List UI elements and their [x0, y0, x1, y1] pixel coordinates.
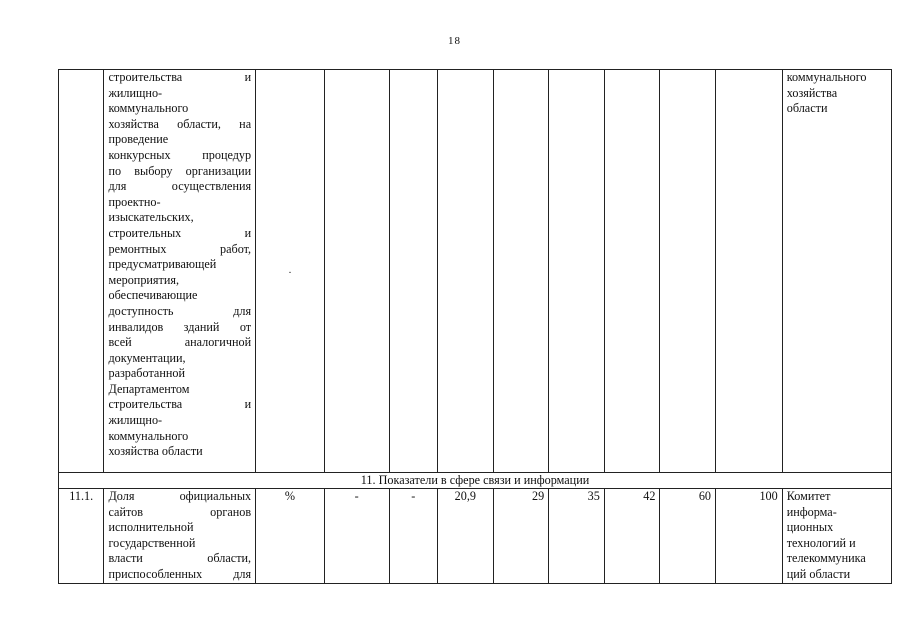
text-line: государственной: [108, 535, 196, 550]
section-header-row: [59, 473, 892, 489]
text-line: всей аналогичной: [108, 335, 252, 350]
cell-description: [104, 489, 256, 584]
text-line: Доля официальных: [108, 489, 252, 503]
cell-value-8: [716, 70, 783, 473]
text-line: коммунального: [108, 428, 189, 443]
text-line: строительства и: [108, 397, 252, 412]
responsible-text: [787, 489, 887, 583]
cell-value-6: [604, 70, 660, 473]
text-line: инвалидов зданий от: [108, 319, 252, 334]
text-line: области: [786, 101, 828, 116]
text-line: ционных: [786, 520, 834, 535]
cell-unit: [256, 70, 325, 473]
text-line: строительных и: [108, 225, 252, 240]
cell-responsible: [782, 489, 891, 584]
unit-mark: .: [288, 265, 292, 276]
responsible-text: [787, 70, 887, 117]
text-line: строительства и: [108, 70, 252, 84]
text-line: конкурсных процедур: [108, 147, 252, 162]
text-line: хозяйства: [786, 85, 838, 100]
section-header: 11. Показатели в сфере связи и информации: [59, 473, 892, 489]
cell-value-4: [493, 70, 549, 473]
cell-value-1: [324, 70, 389, 473]
description-text: [108, 70, 251, 460]
cell-value-3: [438, 70, 494, 473]
text-line: доступность для: [108, 303, 252, 318]
description-text: [108, 489, 251, 583]
text-line: хозяйства области: [108, 444, 203, 459]
cell-value-7: [660, 70, 716, 473]
text-line: сайтов органов: [108, 504, 252, 519]
unit: %: [256, 489, 325, 584]
row-number: 11.1.: [59, 489, 104, 584]
text-line: информа-: [786, 504, 837, 519]
text-line: Комитет: [786, 489, 831, 503]
text-line: ремонтных работ,: [108, 241, 252, 256]
table-row-11-1: [59, 489, 892, 584]
value-1: -: [324, 489, 389, 584]
value-8: 100: [716, 489, 783, 584]
text-line: жилищно-: [108, 413, 163, 428]
cell-number: [59, 70, 104, 473]
value-6: 42: [604, 489, 660, 584]
text-line: технологий и: [786, 535, 856, 550]
text-line: по выбору организации: [108, 163, 252, 178]
value-4: 29: [493, 489, 549, 584]
value-2: -: [389, 489, 438, 584]
text-line: власти области,: [108, 551, 252, 566]
text-line: проведение: [108, 132, 169, 147]
text-line: Департаментом: [108, 381, 190, 396]
text-line: предусматривающей: [108, 257, 217, 272]
table-row-continuation: [59, 70, 892, 473]
text-line: исполнительной: [108, 520, 194, 535]
cell-description: [104, 70, 256, 473]
cell-value-2: [389, 70, 438, 473]
cell-responsible: [782, 70, 891, 473]
text-line: обеспечивающие: [108, 288, 198, 303]
text-line: мероприятия,: [108, 272, 180, 287]
text-line: коммунального: [108, 101, 189, 116]
text-line: ций области: [786, 566, 851, 581]
text-line: для осуществления: [108, 179, 252, 194]
cell-value-5: [549, 70, 605, 473]
text-line: коммунального: [786, 70, 867, 84]
text-line: телекоммуника: [786, 551, 866, 566]
text-line: изыскательских,: [108, 210, 194, 225]
value-7: 60: [660, 489, 716, 584]
value-3: 20,9: [438, 489, 494, 584]
page-number: 18: [448, 35, 461, 47]
value-5: 35: [549, 489, 605, 584]
text-line: хозяйства области, на: [108, 116, 252, 131]
text-line: документации,: [108, 350, 186, 365]
text-line: проектно-: [108, 194, 161, 209]
text-line: жилищно-: [108, 85, 163, 100]
indicators-table: [58, 69, 892, 584]
text-line: разработанной: [108, 366, 185, 381]
text-line: приспособленных для: [108, 566, 252, 581]
